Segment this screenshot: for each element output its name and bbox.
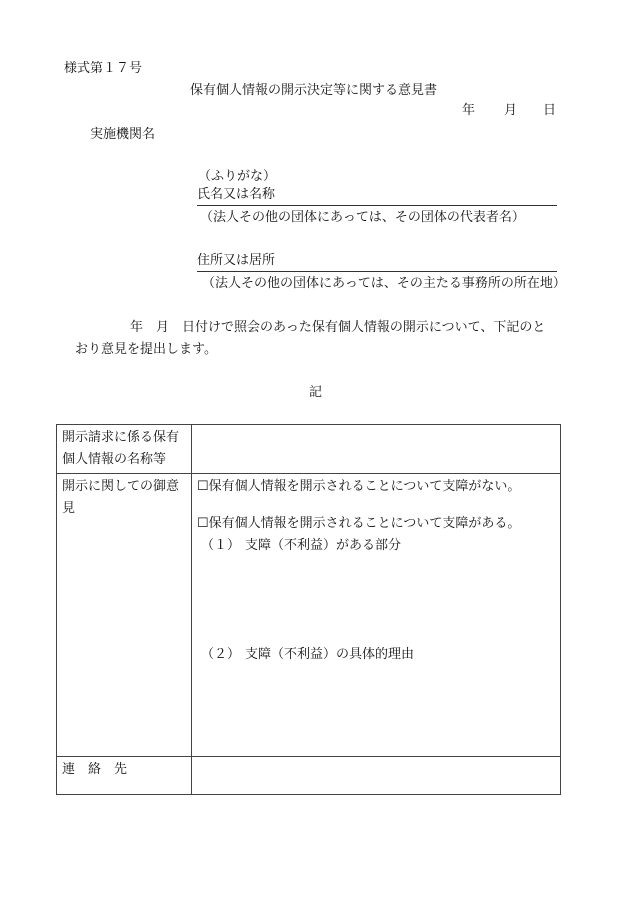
- address-label: 住所又は居所: [197, 253, 276, 268]
- name-field[interactable]: [197, 188, 557, 206]
- sub-item-1-text: 支障（不利益）がある部分: [245, 538, 402, 553]
- opinion-table: [56, 424, 561, 795]
- date-month: 月: [504, 103, 518, 118]
- date-day: 日: [543, 103, 557, 118]
- sub-item-2-number: （２）: [201, 647, 241, 662]
- date-year: 年: [462, 103, 476, 118]
- address-field[interactable]: [197, 254, 557, 272]
- sub-item-1: [197, 535, 555, 557]
- sub-item-1-space[interactable]: [197, 557, 555, 644]
- body-paragraph-line2: おり意見を提出します。: [75, 342, 217, 357]
- address-note: （法人その他の団体にあっては、その主たる事務所の所在地）: [202, 276, 566, 291]
- name-note: （法人その他の団体にあっては、その団体の代表者名）: [200, 210, 525, 225]
- sub-item-1-number: （１）: [201, 538, 241, 553]
- option-no-issue[interactable]: ☐保有個人情報を開示されることについて支障がない。: [197, 479, 521, 494]
- furigana-label: （ふりがな）: [198, 169, 277, 184]
- row-label-info-name: 開示請求に係る保有個人情報の名称等: [57, 425, 192, 474]
- ki-heading: 記: [309, 385, 323, 400]
- row-label-contact: 連 絡 先: [57, 757, 192, 795]
- contact-field[interactable]: [192, 757, 561, 795]
- opinion-cell: [192, 474, 561, 757]
- row-label-opinion: 開示に関しての御意見: [57, 474, 192, 757]
- info-name-field[interactable]: [192, 425, 561, 474]
- agency-name-label: 実施機関名: [90, 127, 156, 142]
- option-issue[interactable]: ☐保有個人情報を開示されることについて支障がある。: [197, 516, 521, 531]
- sub-item-2-text: 支障（不利益）の具体的理由: [245, 647, 415, 662]
- body-paragraph-line1: 年 月 日付けで照会のあった保有個人情報の開示について、下記のと: [130, 320, 546, 335]
- document-title: 保有個人情報の開示決定等に関する意見書: [190, 83, 438, 98]
- sub-item-2: [197, 644, 555, 666]
- name-label: 氏名又は名称: [197, 187, 276, 202]
- form-number: 様式第１７号: [64, 61, 143, 76]
